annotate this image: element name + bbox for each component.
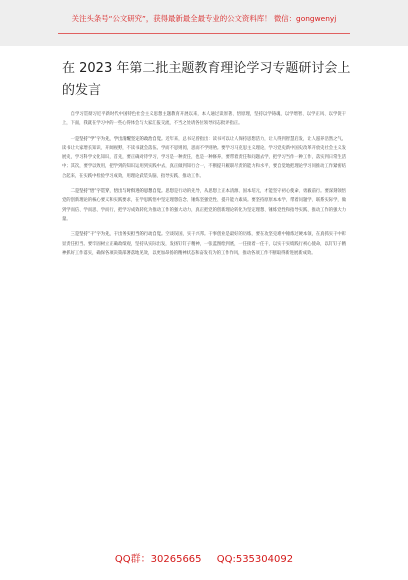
banner-divider <box>58 33 350 34</box>
qq-group-number: QQ群：30265665 <box>114 554 202 565</box>
promo-banner <box>0 0 408 46</box>
section-paragraph-learn <box>62 135 346 181</box>
qq-number: QQ:535304092 <box>216 554 294 565</box>
section-heading-learn: 一是坚持“学”字为先，学出清醒坚定的政治自觉。 <box>70 136 166 142</box>
contact-footer <box>0 550 408 565</box>
section-paragraph-act <box>62 230 346 258</box>
promo-banner-text: 关注头条号“公文研究”，获得最新最全最专业的公文资料库！ 微信：gongwenyj <box>71 14 337 23</box>
intro-paragraph <box>62 110 346 129</box>
section-paragraph-understand <box>62 187 346 224</box>
section-heading-act: 三是坚持“干”字为先，干出务实担当的行动自觉。 <box>70 232 166 238</box>
document-title: 在 2023 年第二批主题教育理论学习专题研讨会上的发言 <box>62 61 351 98</box>
intro-text: 自学习贯彻习近平新时代中国特色社会主义思想主题教育开展以来，本人通过读原著、悟原理，坚持以学铸魂、以学增智、以学正风、以学促干上，下面，我就在学习中的一些心得体会与大家汇报交流，不当之处请各位领导同志批评指正。 <box>62 112 346 127</box>
section-text-act: 空谈误国，实干兴邦。干事创业是最好的历练，要在攻坚克难中锤炼过硬本领，在真抓实干中彰显责任担当。要牢固树立正确政绩观，坚持从实际出发，发扬钉钉子精神，一张蓝图绘到底，一任接着一任干，以实干实绩践行初心使命，以钉钉子精神抓好工作落实，确保各项决策部署落地见效，以更加昂扬的精神状态和奋发有为的工作作风，推动各项工作不断取得新进展新成效。 <box>62 232 346 256</box>
document-body <box>62 110 346 259</box>
section-heading-understand: 二是坚持“悟”字贯穿，悟出与时俱进的思想自觉。 <box>70 189 166 195</box>
section-text-understand: 思想是行动的先导，从思想上正本清源、固本培元，才能坚守初心使命、勇毅前行。要深刻领悟党的创新理论的核心要义和实践要求，在学思践悟中坚定理想信念、锤炼坚强党性、提升能力素质。要坚持原原本本学、带着问题学、联系实际学，做到学而信、学而思、学而行，把学习成效转化为推动工作的强大动力，真正把党的创新理论转化为坚定理想、锤炼党性和指导实践、推动工作的强大力量。 <box>62 189 346 222</box>
section-text-learn: 近年来，总书记曾指出：读书可以让人保持思想活力，让人得到智慧启发，让人滋养浩然之气。读书让大家增长知识、开阔视野，不读书就会落伍。学而不思则罔，思而不学则殆。要学习马克思主义理论，学习党史新中国史改革开放史社会主义发展史，学习科学文化知识，首先，要正确对待学习，学习是一种责任，也是一种修养，要带着责任和问题去学，把学习当作一种工作，落实到日常生活中；其次，要学以致用，把学到的知识运用到实践中去，真正做到知行合一，不断提升履职尽责的能力和水平，要自觉地把理论学习同推动工作紧密结合起来，在实践中检验学习成效，用理论武装头脑、指导实践、推动工作。 <box>62 136 346 179</box>
